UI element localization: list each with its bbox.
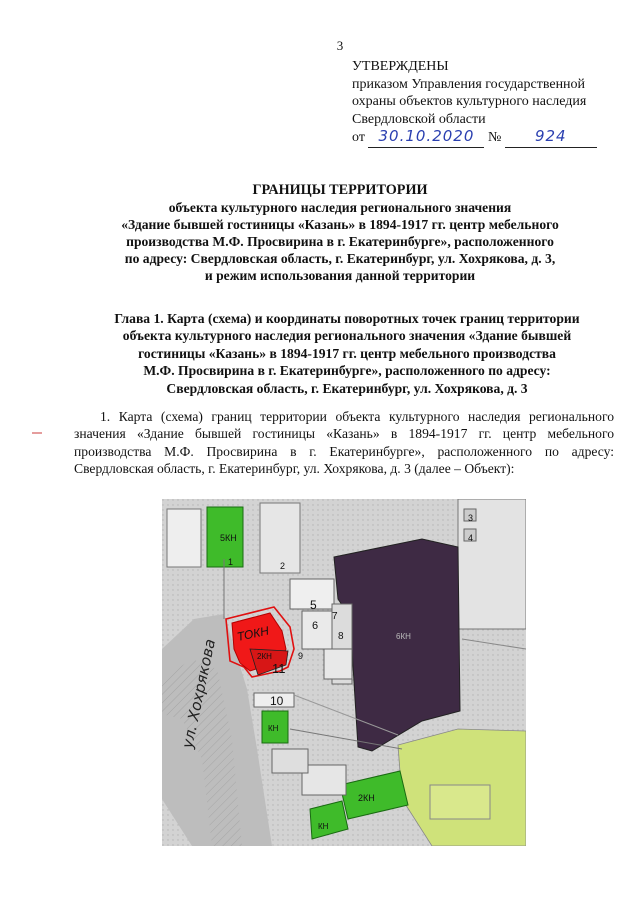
heading-line-3: «Здание бывшей гостиницы «Казань» в 1894-1917 гг. центр мебельного bbox=[121, 217, 559, 232]
page-number: 3 bbox=[336, 38, 344, 53]
approval-date: 30.10.2020 bbox=[378, 127, 475, 145]
approval-title: УТВЕРЖДЕНЫ bbox=[352, 59, 449, 74]
approval-line-2: охраны объектов культурного наследия bbox=[352, 94, 587, 109]
label-2kn-lower: 2КН bbox=[358, 793, 375, 803]
label-n2: 2 bbox=[280, 561, 286, 571]
body-paragraph bbox=[74, 408, 614, 477]
label-tokn: ТОКН bbox=[235, 623, 271, 644]
heading-line-5: по адресу: Свердловская область, г. Екатеринбург, ул. Хохрякова, д. 3, bbox=[124, 251, 556, 266]
chapter-line-1: Глава 1. Карта (схема) и координаты поворотных точек границ территории bbox=[114, 311, 580, 326]
map-svg bbox=[162, 499, 526, 846]
approval-line-1: приказом Управления государственной bbox=[352, 76, 586, 92]
approval-line-3: Свердловской области bbox=[352, 111, 486, 127]
label-kn-lower: КН bbox=[318, 822, 329, 831]
chapter-line-2: объекта культурного наследия регионального значения «Здание бывшей bbox=[122, 328, 572, 344]
chapter-line-5: Свердловская область, г. Екатеринбург, ул. Хохрякова, д. 3 bbox=[166, 380, 528, 396]
street-label: ул. Хохрякова bbox=[178, 637, 220, 750]
label-5kn: 5КН bbox=[220, 533, 237, 543]
approval-date-line bbox=[352, 128, 640, 148]
label-2kn-main: 2КН bbox=[257, 652, 272, 661]
date-underline bbox=[368, 128, 484, 148]
approval-number: 924 bbox=[534, 127, 567, 145]
margin-mark bbox=[32, 432, 42, 434]
label-n4: 4 bbox=[468, 533, 474, 543]
heading-line-4: производства М.Ф. Просвирина в г. Екатеринбурге», расположенного bbox=[126, 234, 554, 249]
document-heading bbox=[40, 182, 640, 284]
label-n5: 5 bbox=[310, 598, 317, 612]
chapter-line-4: М.Ф. Просвирина в г. Екатеринбурге», расположенного по адресу: bbox=[143, 363, 551, 379]
chapter-heading bbox=[52, 310, 640, 397]
label-n1: 1 bbox=[228, 557, 234, 567]
heading-main: ГРАНИЦЫ ТЕРРИТОРИИ bbox=[252, 182, 428, 198]
label-n6: 6 bbox=[312, 620, 319, 632]
heading-line-6: и режим использования данной территории bbox=[204, 268, 476, 283]
number-underline bbox=[505, 128, 597, 148]
paragraph-text: 1. Карта (схема) границ территории объекта культурного наследия регионального значения «Здание бывшей гостиницы «Казань» в 1894-1917 гг. центр мебельного производства М.Ф. Просвирина в г. Екатеринбурге», расположенного по адресу: Свердловская область, г. Екатеринбург, ул. Хохрякова, д. 3 (далее – Объект): bbox=[74, 409, 614, 476]
number-prefix: № bbox=[487, 130, 502, 145]
label-kn-small: КН bbox=[268, 724, 279, 733]
territory-map bbox=[162, 499, 526, 846]
label-11: 11 bbox=[272, 661, 286, 676]
heading-line-2: объекта культурного наследия регионального значения bbox=[168, 200, 512, 215]
chapter-line-3: гостиницы «Казань» в 1894-1917 гг. центр мебельного производства bbox=[138, 345, 556, 361]
label-10: 10 bbox=[270, 694, 284, 708]
label-6kn: 6КН bbox=[396, 632, 411, 641]
date-prefix: от bbox=[352, 130, 365, 145]
label-n9: 9 bbox=[298, 651, 304, 661]
label-n8: 8 bbox=[338, 631, 344, 642]
label-n7: 7 bbox=[332, 611, 338, 622]
approval-block bbox=[352, 58, 640, 148]
label-n3: 3 bbox=[468, 513, 474, 523]
